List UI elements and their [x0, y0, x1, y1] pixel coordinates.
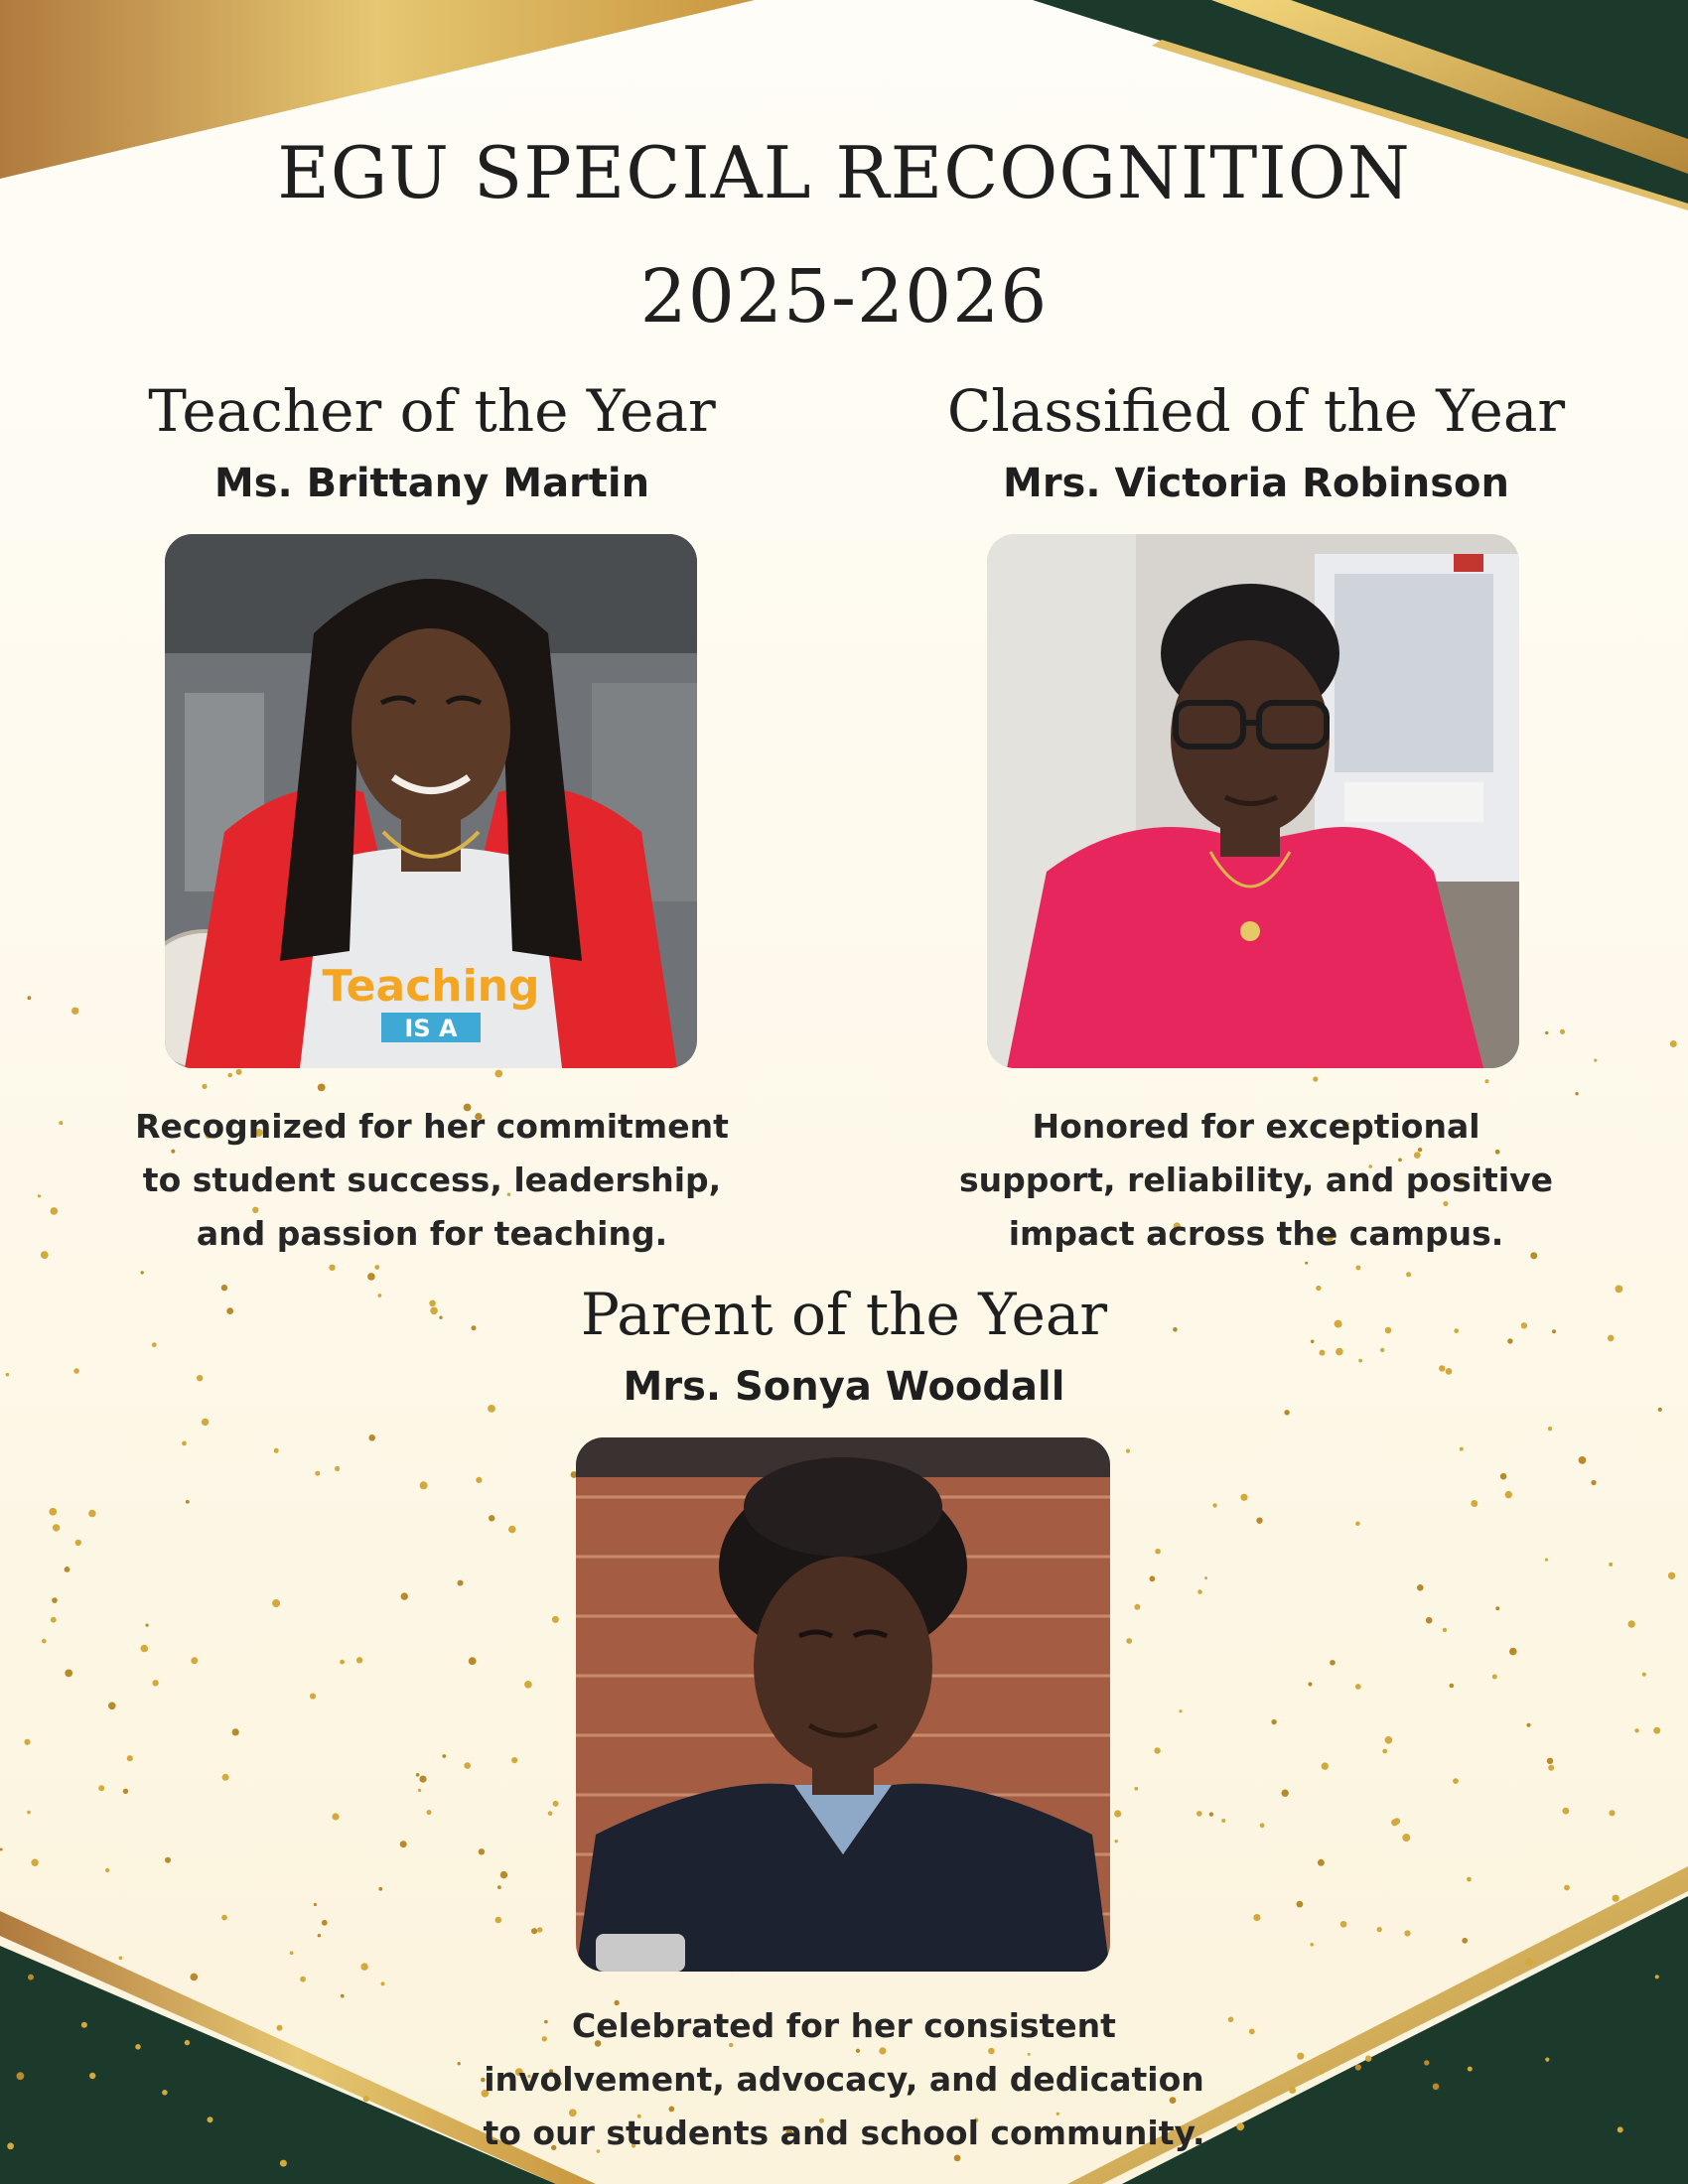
photo-classified [987, 534, 1519, 1068]
glitter-dot [335, 1466, 340, 1471]
glitter-dot [420, 1481, 428, 1489]
glitter-dot [17, 2072, 25, 2080]
glitter-dot [314, 1903, 317, 1906]
glitter-dot [73, 1368, 79, 1374]
glitter-dot [1209, 1812, 1213, 1816]
glitter-dot [1462, 1938, 1468, 1944]
glitter-dot [277, 2025, 283, 2031]
glitter-dot [1521, 1322, 1527, 1328]
award-description-parent: Celebrated for her consistent involvement, advocacy, and dedication to our students and school community. [483, 2006, 1205, 2152]
glitter-dot [1545, 1031, 1548, 1034]
glitter-dot [152, 1680, 158, 1686]
glitter-dot [418, 1789, 421, 1792]
glitter-dot [1495, 1606, 1499, 1610]
glitter-dot [75, 1540, 81, 1546]
glitter-dot [49, 1508, 57, 1516]
glitter-dot [1460, 1447, 1464, 1451]
glitter-dot [1308, 1682, 1312, 1686]
glitter-dot [1355, 1266, 1360, 1271]
glitter-dot [1594, 1059, 1597, 1062]
glitter-dot [322, 1920, 328, 1926]
glitter-dot [146, 1624, 149, 1627]
award-name-teacher: Ms. Brittany Martin [213, 461, 650, 506]
glitter-dot [1253, 1914, 1260, 1921]
glitter-dot [1545, 1559, 1548, 1562]
glitter-dot [1377, 1927, 1382, 1932]
glitter-dot [340, 1660, 345, 1665]
glitter-dot [272, 1599, 280, 1607]
glitter-dot [1552, 1329, 1556, 1333]
glitter-dot [1484, 1079, 1488, 1083]
glitter-dot [315, 1471, 320, 1476]
glitter-dot [368, 1434, 375, 1441]
glitter-dot [1404, 1930, 1410, 1936]
glitter-dot [1282, 1790, 1289, 1797]
glitter-dot [360, 1963, 367, 1970]
glitter-dot [329, 1265, 335, 1271]
glitter-dot [1330, 1660, 1336, 1666]
glitter-dot [7, 2142, 14, 2149]
glitter-dot [1507, 1338, 1512, 1343]
glitter-dot [127, 1755, 133, 1761]
glitter-dot [38, 1194, 41, 1197]
glitter-dot [401, 1592, 408, 1599]
glitter-dot [165, 1857, 171, 1863]
glitter-dot [221, 1285, 227, 1291]
award-name-classified: Mrs. Victoria Robinson [1003, 461, 1509, 506]
glitter-dot [1336, 1348, 1343, 1356]
glitter-dot [123, 1789, 128, 1794]
page-title-line2: 2025-2026 [639, 254, 1049, 340]
glitter-dot [1297, 1901, 1304, 1908]
glitter-dot [41, 1251, 49, 1259]
glitter-dot [1618, 2126, 1623, 2132]
glitter-dot [1500, 1473, 1507, 1480]
glitter-dot [1204, 1576, 1207, 1579]
award-description-teacher: Recognized for her commitment to student success, leadership, and passion for teaching. [135, 1107, 729, 1253]
glitter-dot [186, 1500, 190, 1504]
shirt-graphic-subtext: IS A [404, 1015, 458, 1042]
glitter-dot [381, 1981, 385, 1985]
glitter-dot [1563, 1808, 1570, 1815]
glitter-dot [1454, 1328, 1459, 1333]
glitter-dot [1385, 1327, 1392, 1334]
glitter-dot [1446, 1368, 1453, 1375]
glitter-dot [1114, 1810, 1121, 1817]
glitter-dot [227, 1073, 232, 1078]
glitter-dot [53, 1524, 60, 1531]
glitter-dot [1670, 1040, 1677, 1047]
glitter-dot [108, 1703, 116, 1710]
glitter-dot [1417, 1584, 1424, 1591]
glitter-dot [1380, 1348, 1384, 1352]
glitter-dot [1150, 1575, 1156, 1581]
glitter-dot [28, 1975, 34, 1980]
glitter-dot [1134, 1787, 1138, 1791]
glitter-dot [208, 2116, 213, 2122]
photo-teacher [165, 534, 697, 1068]
glitter-dot [548, 1811, 553, 1816]
glitter-dot [1305, 1262, 1308, 1265]
glitter-dot [51, 1617, 57, 1623]
glitter-dot [1271, 1719, 1276, 1724]
glitter-dot [1505, 1491, 1512, 1498]
glitter-dot [1492, 1675, 1497, 1680]
glitter-dot [1391, 1819, 1398, 1826]
glitter-dot [1467, 1877, 1472, 1882]
glitter-dot [1355, 2064, 1361, 2070]
glitter-dot [442, 1754, 446, 1758]
glitter-dot [1340, 1921, 1347, 1928]
glitter-dot [318, 1084, 326, 1092]
glitter-dot [318, 1934, 321, 1937]
glitter-dot [1406, 1272, 1411, 1277]
glitter-dot [226, 1307, 233, 1314]
glitter-dot [1260, 1823, 1265, 1828]
glitter-dot [427, 1810, 432, 1815]
glitter-dot [98, 1785, 104, 1791]
glitter-dot [202, 1084, 207, 1089]
glitter-dot [1313, 1076, 1318, 1081]
glitter-dot [1564, 1885, 1570, 1891]
award-category-classified: Classified of the Year [946, 377, 1566, 445]
glitter-dot [0, 1848, 3, 1851]
glitter-dot [552, 1616, 559, 1623]
glitter-dot [191, 1657, 198, 1664]
award-name-parent: Mrs. Sonya Woodall [623, 1364, 1065, 1410]
glitter-dot [537, 1927, 542, 1932]
glitter-dot [1653, 1727, 1660, 1734]
glitter-dot [274, 1448, 279, 1453]
glitter-dot [1322, 1762, 1329, 1769]
glitter-dot [221, 1915, 227, 1921]
glitter-dot [162, 2090, 168, 2096]
glitter-dot [1221, 1819, 1225, 1823]
glitter-dot [52, 1597, 58, 1603]
glitter-dot [1509, 1648, 1517, 1656]
glitter-dot [1256, 1518, 1262, 1524]
glitter-dot [1613, 1895, 1619, 1902]
glitter-dot [6, 1373, 10, 1377]
glitter-dot [28, 996, 32, 1000]
glitter-dot [1545, 2058, 1549, 2062]
page-title-line1: EGU SPECIAL RECOGNITION [277, 131, 1411, 214]
glitter-dot [367, 1273, 375, 1281]
glitter-dot [1318, 1859, 1325, 1866]
glitter-dot [185, 2040, 190, 2045]
glitter-dot [197, 1375, 203, 1381]
glitter-dot [1525, 1958, 1533, 1966]
photo-parent [576, 1437, 1110, 1972]
glitter-dot [1355, 1522, 1360, 1527]
glitter-dot [24, 1739, 30, 1745]
glitter-dot [1655, 1975, 1659, 1979]
glitter-dot [232, 1728, 239, 1735]
award-description-classified: Honored for exceptional support, reliability, and positive impact across the campus. [958, 1107, 1554, 1253]
glitter-dot [222, 1774, 229, 1781]
glitter-dot [1591, 1480, 1596, 1485]
glitter-dot [1355, 1684, 1361, 1690]
glitter-dot [1547, 1758, 1553, 1764]
glitter-dot [464, 1762, 471, 1769]
glitter-dot [511, 1757, 517, 1763]
glitter-dot [400, 1841, 407, 1847]
glitter-dot [290, 1951, 294, 1955]
glitter-dot [476, 1477, 482, 1483]
glitter-dot [65, 1567, 70, 1572]
glitter-dot [1320, 1350, 1326, 1356]
glitter-dot [1527, 1723, 1531, 1727]
glitter-dot [1453, 1778, 1459, 1784]
glitter-dot [105, 1868, 109, 1872]
glitter-dot [1240, 1494, 1247, 1501]
glitter-dot [300, 1977, 306, 1982]
glitter-dot [1154, 1747, 1160, 1753]
glitter-dot [1579, 1456, 1587, 1464]
glitter-dot [1439, 1365, 1445, 1371]
glitter-dot [1126, 1638, 1132, 1644]
glitter-dot [341, 1994, 345, 1998]
glitter-dot [81, 2022, 87, 2028]
glitter-dot [191, 1974, 199, 1981]
glitter-dot [508, 1526, 516, 1534]
glitter-dot [1126, 1449, 1130, 1453]
glitter-dot [141, 1645, 149, 1653]
glitter-dot [1548, 1765, 1554, 1771]
glitter-dot [479, 1848, 485, 1854]
glitter-dot [135, 2044, 141, 2050]
glitter-dot [280, 2160, 287, 2167]
glitter-dot [1402, 1834, 1410, 1842]
glitter-dot [1668, 1572, 1675, 1579]
glitter-dot [489, 1515, 494, 1521]
glitter-dot [1197, 1589, 1202, 1594]
glitter-dot [419, 1776, 426, 1783]
glitter-dot [1443, 1628, 1447, 1632]
glitter-dot [1115, 1840, 1118, 1843]
glitter-dot [332, 1813, 339, 1820]
glitter-dot [1548, 1427, 1552, 1431]
glitter-dot [65, 1670, 72, 1678]
glitter-dot [553, 1801, 559, 1807]
glitter-dot [1385, 1736, 1393, 1744]
glitter-dot [495, 1917, 502, 1924]
glitter-dot [1642, 1673, 1646, 1677]
glitter-dot [182, 1441, 187, 1446]
glitter-dot [500, 1871, 507, 1878]
glitter-dot [202, 1419, 209, 1426]
glitter-dot [1310, 1943, 1314, 1947]
glitter-dot [1616, 1286, 1623, 1294]
glitter-dot [89, 2073, 95, 2079]
glitter-dot [1575, 1092, 1578, 1095]
glitter-dot [1424, 2060, 1429, 2065]
glitter-dot [1426, 1617, 1433, 1624]
glitter-dot [1179, 1709, 1182, 1712]
glitter-dot [531, 1928, 537, 1934]
glitter-dot [378, 1887, 382, 1891]
glitter-dot [469, 1657, 477, 1665]
glitter-dot [1608, 1335, 1615, 1342]
glitter-dot [1433, 2084, 1440, 2091]
glitter-dot [494, 1070, 502, 1078]
shirt-graphic-text: Teaching [322, 961, 540, 1012]
award-category-parent: Parent of the Year [580, 1281, 1108, 1348]
glitter-dot [1471, 1500, 1477, 1507]
glitter-dot [1212, 1503, 1216, 1507]
glitter-dot [236, 1069, 242, 1075]
glitter-dot [1560, 1029, 1565, 1034]
glitter-dot [1155, 1549, 1161, 1555]
glitter-dot [416, 1773, 420, 1777]
glitter-dot [458, 1580, 464, 1586]
glitter-dot [51, 1207, 59, 1215]
glitter-dot [1634, 1728, 1638, 1732]
glitter-dot [1450, 1684, 1455, 1689]
glitter-dot [119, 1957, 123, 1961]
award-category-teacher: Teacher of the Year [148, 377, 716, 445]
glitter-dot [1609, 1563, 1613, 1567]
glitter-dot [310, 1694, 316, 1700]
glitter-dot [42, 1639, 47, 1644]
glitter-dot [524, 1681, 532, 1689]
glitter-dot [356, 1657, 362, 1663]
glitter-dot [1382, 1749, 1387, 1754]
glitter-dot [27, 1811, 31, 1815]
glitter-dot [1284, 1410, 1289, 1415]
glitter-dot [1628, 1620, 1635, 1627]
glitter-dot [1365, 2055, 1371, 2061]
glitter-dot [1196, 1811, 1202, 1817]
glitter-dot [1658, 1408, 1662, 1412]
glitter-dot [374, 1265, 379, 1270]
glitter-dot [1134, 1604, 1140, 1610]
glitter-dot [1609, 1810, 1615, 1816]
glitter-dot [141, 1271, 144, 1274]
glitter-dot [152, 1342, 157, 1347]
glitter-dot [497, 1885, 501, 1889]
glitter-dot [71, 1008, 78, 1015]
glitter-dot [88, 1510, 96, 1518]
glitter-dot [1468, 2067, 1473, 2072]
glitter-dot [31, 1859, 38, 1866]
glitter-dot [1358, 1359, 1362, 1363]
